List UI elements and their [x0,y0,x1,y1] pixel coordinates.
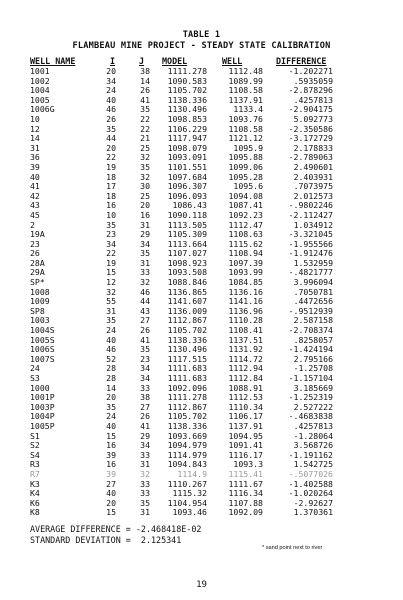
cell-difference: -3.321045 [288,229,333,240]
cell-model: 1114.979 [167,449,207,460]
cell-model: 1098.079 [167,142,207,153]
cell-well-name: 1008 [30,286,50,297]
cell-well-value: 1099.06 [228,161,263,172]
cell-i: 16 [106,200,116,211]
cell-i: 16 [106,459,116,470]
cell-i: 40 [106,488,116,499]
cell-j: 26 [140,325,150,336]
cell-well-name: K3 [30,478,40,489]
cell-j: 22 [140,113,150,124]
cell-difference: -.9512939 [288,305,333,316]
cell-j: 27 [140,401,150,412]
cell-well-name: 43 [30,200,40,211]
cell-well-value: 1115.41 [228,468,263,479]
cell-difference: -.4683838 [288,411,333,422]
cell-model: 1086.43 [172,200,207,211]
cell-well-name: 1005S [30,334,55,345]
cell-model: 1097.684 [167,171,207,182]
cell-difference: 3.568726 [293,440,333,451]
cell-model: 1111.278 [167,392,207,403]
cell-i: 28 [106,363,116,374]
cell-model: 1098.923 [167,257,207,268]
cell-well-value: 1131.92 [228,344,263,355]
cell-model: 1136.865 [167,286,207,297]
cell-model: 1098.853 [167,113,207,124]
cell-difference: -2.92627 [293,497,333,508]
cell-well-name: R3 [30,459,40,470]
cell-j: 26 [140,411,150,422]
cell-difference: .4257813 [293,94,333,105]
cell-model: 1141.607 [167,296,207,307]
cell-well-value: 1093.3 [233,459,263,470]
cell-i: 46 [106,104,116,115]
cell-model: 1112.867 [167,401,207,412]
cell-i: 46 [106,344,116,355]
cell-model: 1090.583 [167,75,207,86]
cell-difference: -2.708374 [288,325,333,336]
cell-model: 1111.683 [167,363,207,374]
cell-well-value: 1087.41 [228,200,263,211]
cell-j: 26 [140,85,150,96]
cell-j: 29 [140,229,150,240]
cell-well-name: 1001P [30,392,55,403]
cell-well-value: 1107.88 [228,497,263,508]
cell-j: 35 [140,104,150,115]
cell-model: 1113.505 [167,219,207,230]
cell-i: 15 [106,507,116,518]
cell-j: 33 [140,488,150,499]
cell-well-value: 1112.84 [228,373,263,383]
cell-model: 1104.954 [167,497,207,508]
cell-i: 14 [106,382,116,393]
cell-j: 34 [140,440,150,451]
cell-model: 1115.32 [172,488,207,499]
cell-well-name: 1003P [30,401,55,412]
cell-i: 20 [106,497,116,508]
cell-j: 25 [140,142,150,153]
cell-j: 31 [140,459,150,470]
cell-well-name: K8 [30,507,40,518]
cell-i: 27 [106,478,116,489]
cell-well-name: 19A [30,229,45,240]
cell-model: 1114.9 [177,468,207,479]
cell-well-value: 1111.67 [228,478,263,489]
cell-j: 41 [140,94,150,105]
cell-difference: 3.185669 [293,382,333,393]
cell-well-value: 1095.9 [233,142,263,153]
cell-well-name: R7 [30,468,40,479]
cell-well-value: 1114.72 [228,353,263,364]
cell-difference: -1.191162 [288,449,333,460]
cell-i: 40 [106,94,116,105]
cell-j: 41 [140,334,150,345]
cell-well-name: 1007S [30,353,55,364]
cell-j: 46 [140,286,150,297]
header-model: MODEL [162,56,188,66]
cell-j: 35 [140,248,150,259]
cell-well-name: S3 [30,373,40,383]
cell-difference: -.5077026 [288,468,333,479]
cell-well-name: SP* [30,277,45,288]
cell-i: 34 [106,75,116,86]
standard-deviation: STANDARD DEVIATION = 2.125341 [30,535,182,545]
cell-well-value: 1112.48 [228,66,263,76]
cell-model: 1105.309 [167,229,207,240]
cell-well-name: S2 [30,440,40,451]
header-well: WELL [222,56,243,66]
cell-difference: -1.157104 [288,373,333,383]
cell-j: 41 [140,420,150,431]
cell-difference: -2.878296 [288,85,333,96]
cell-model: 1136.009 [167,305,207,316]
cell-i: 35 [106,219,116,230]
cell-j: 33 [140,478,150,489]
cell-i: 22 [106,248,116,259]
cell-difference: .7050781 [293,286,333,297]
cell-model: 1105.702 [167,85,207,96]
cell-difference: -1.424194 [288,344,333,355]
cell-difference: 1.532959 [293,257,333,268]
cell-j: 23 [140,353,150,364]
cell-difference: 2.012573 [293,190,333,201]
cell-j: 35 [140,161,150,172]
cell-j: 44 [140,296,150,307]
cell-i: 35 [106,401,116,412]
cell-well-value: 1116.34 [228,488,263,499]
cell-well-name: 1000 [30,382,50,393]
cell-model: 1096.307 [167,181,207,192]
cell-well-value: 1108.94 [228,248,263,259]
cell-i: 23 [106,229,116,240]
cell-i: 24 [106,325,116,336]
cell-well-name: 1001 [30,66,50,76]
cell-well-name: 45 [30,209,40,220]
table-title: TABLE 1 [182,30,221,40]
cell-model: 1138.336 [167,334,207,345]
cell-well-name: 28A [30,257,45,268]
cell-well-value: 1110.34 [228,401,263,412]
cell-model: 1094.843 [167,459,207,470]
cell-well-value: 1095.88 [228,152,263,163]
cell-well-name: 1004S [30,325,55,336]
cell-difference: -2.789063 [288,152,333,163]
cell-difference: -2.904175 [288,104,333,115]
cell-well-value: 1110.28 [228,315,263,326]
cell-j: 29 [140,430,150,441]
cell-j: 35 [140,344,150,355]
cell-i: 40 [106,334,116,345]
cell-difference: 2.490601 [293,161,333,172]
cell-difference: -1.020264 [288,488,333,499]
cell-well-value: 1108.58 [228,85,263,96]
cell-model: 1093.669 [167,430,207,441]
cell-j: 32 [140,277,150,288]
cell-difference: .8258057 [293,334,333,345]
cell-well-value: 1106.17 [228,411,263,422]
cell-difference: -2.350586 [288,123,333,134]
cell-well-name: 1006G [30,104,55,115]
cell-model: 1088.846 [167,277,207,288]
cell-difference: -1.912476 [288,248,333,259]
cell-model: 1110.267 [167,478,207,489]
cell-well-value: 1088.91 [228,382,263,393]
cell-well-name: K4 [30,488,40,499]
cell-well-value: 1108.58 [228,123,263,134]
cell-i: 35 [106,123,116,134]
cell-i: 35 [106,315,116,326]
cell-well-name: 42 [30,190,40,201]
cell-well-name: 39 [30,161,40,172]
cell-i: 10 [106,209,116,220]
cell-well-value: 1136.96 [228,305,263,316]
cell-difference: -1.28064 [293,430,333,441]
cell-difference: -.9802246 [288,200,333,211]
cell-well-value: 1112.94 [228,363,263,374]
cell-difference: -1.252319 [288,392,333,403]
cell-well-name: 1003 [30,315,50,326]
footnote: * sand point next to river [262,545,323,551]
cell-i: 18 [106,171,116,182]
cell-well-value: 1092.23 [228,209,263,220]
cell-j: 30 [140,181,150,192]
cell-well-name: SP8 [30,305,45,316]
cell-difference: 1.542725 [293,459,333,470]
cell-j: 32 [140,152,150,163]
cell-j: 14 [140,75,150,86]
cell-well-value: 1091.41 [228,440,263,451]
cell-i: 52 [106,353,116,364]
cell-i: 39 [106,449,116,460]
cell-well-name: 1004P [30,411,55,422]
cell-i: 20 [106,142,116,153]
cell-j: 22 [140,123,150,134]
cell-well-name: 1002 [30,75,50,86]
header-difference: DIFFERENCE [276,56,327,66]
header-j: J [139,56,145,66]
cell-difference: 2.527222 [293,401,333,412]
cell-j: 34 [140,373,150,383]
cell-i: 24 [106,411,116,422]
cell-difference: 2.403931 [293,171,333,182]
cell-well-value: 1093.76 [228,113,263,124]
cell-i: 17 [106,181,116,192]
cell-model: 1117.515 [167,353,207,364]
cell-i: 34 [106,238,116,249]
page-number: 19 [196,580,207,590]
cell-well-value: 1137.91 [228,420,263,431]
cell-i: 44 [106,133,116,144]
cell-difference: 1.034912 [293,219,333,230]
cell-i: 55 [106,296,116,307]
cell-j: 20 [140,200,150,211]
cell-well-value: 1095.6 [233,181,263,192]
cell-difference: .4472656 [293,296,333,307]
cell-i: 39 [106,468,116,479]
cell-model: 1093.508 [167,267,207,278]
cell-well-value: 1108.63 [228,229,263,240]
cell-j: 43 [140,305,150,316]
cell-well-value: 1141.16 [228,296,263,307]
cell-well-name: 2 [30,219,35,230]
cell-well-value: 1092.09 [228,507,263,518]
cell-difference: 1.370361 [293,507,333,518]
cell-well-value: 1094.95 [228,430,263,441]
cell-j: 31 [140,507,150,518]
average-difference: AVERAGE DIFFERENCE = -2.468418E-02 [30,524,202,534]
cell-model: 1090.118 [167,209,207,220]
cell-well-value: 1112.47 [228,219,263,230]
table-row [0,508,403,518]
cell-j: 33 [140,267,150,278]
cell-i: 16 [106,440,116,451]
cell-difference: .5935059 [293,75,333,86]
cell-i: 28 [106,373,116,383]
cell-well-name: 1005 [30,94,50,105]
cell-model: 1138.336 [167,94,207,105]
cell-difference: 2.587158 [293,315,333,326]
cell-j: 33 [140,449,150,460]
cell-well-value: 1133.4 [233,104,263,115]
cell-j: 34 [140,363,150,374]
cell-model: 1096.093 [167,190,207,201]
cell-i: 12 [106,277,116,288]
cell-model: 1113.664 [167,238,207,249]
cell-i: 15 [106,430,116,441]
cell-difference: .7073975 [293,181,333,192]
cell-well-value: 1084.85 [228,277,263,288]
cell-well-value: 1112.53 [228,392,263,403]
cell-j: 31 [140,257,150,268]
cell-i: 19 [106,257,116,268]
cell-j: 33 [140,382,150,393]
cell-model: 1130.496 [167,344,207,355]
cell-well-name: 1005P [30,420,55,431]
cell-well-name: 1006S [30,344,55,355]
cell-well-name: 12 [30,123,40,134]
cell-j: 21 [140,133,150,144]
cell-well-value: 1095.28 [228,171,263,182]
cell-difference: -3.172729 [288,133,333,144]
cell-j: 35 [140,497,150,508]
cell-i: 22 [106,152,116,163]
calibration-table-body [0,67,403,518]
cell-well-value: 1094.08 [228,190,263,201]
cell-j: 32 [140,171,150,182]
cell-model: 1107.027 [167,248,207,259]
cell-model: 1092.096 [167,382,207,393]
header-well-name: WELL NAME [30,56,76,66]
cell-j: 27 [140,315,150,326]
cell-i: 40 [106,420,116,431]
cell-well-name: 1009 [30,296,50,307]
header-i: I [110,56,116,66]
cell-difference: 3.996094 [293,277,333,288]
cell-well-value: 1116.17 [228,449,263,460]
cell-model: 1111.683 [167,373,207,383]
cell-i: 20 [106,392,116,403]
cell-j: 31 [140,219,150,230]
cell-i: 20 [106,66,116,76]
cell-well-name: 24 [30,363,40,374]
cell-difference: .4257813 [293,420,333,431]
cell-well-name: S1 [30,430,40,441]
cell-model: 1130.496 [167,104,207,115]
cell-well-name: 23 [30,238,40,249]
cell-j: 32 [140,468,150,479]
cell-model: 1105.702 [167,325,207,336]
table-subtitle: FLAMBEAU MINE PROJECT - STEADY STATE CALIBRATION [72,41,331,51]
cell-well-value: 1097.39 [228,257,263,268]
cell-well-name: 14 [30,133,40,144]
cell-well-name: 31 [30,142,40,153]
cell-j: 38 [140,66,150,76]
cell-i: 19 [106,161,116,172]
cell-model: 1112.867 [167,315,207,326]
cell-j: 38 [140,392,150,403]
cell-model: 1101.551 [167,161,207,172]
cell-i: 15 [106,267,116,278]
cell-well-value: 1121.12 [228,133,263,144]
cell-model: 1117.947 [167,133,207,144]
cell-model: 1105.702 [167,411,207,422]
cell-i: 31 [106,305,116,316]
cell-well-name: 29A [30,267,45,278]
cell-well-value: 1089.99 [228,75,263,86]
cell-model: 1106.229 [167,123,207,134]
cell-model: 1138.336 [167,420,207,431]
cell-well-name: 40 [30,171,40,182]
cell-model: 1111.278 [167,66,207,76]
cell-well-value: 1093.99 [228,267,263,278]
cell-i: 26 [106,113,116,124]
cell-well-name: 10 [30,113,40,124]
cell-difference: 2.795166 [293,353,333,364]
cell-well-value: 1136.16 [228,286,263,297]
cell-i: 32 [106,286,116,297]
cell-model: 1093.46 [172,507,207,518]
cell-well-name: 36 [30,152,40,163]
cell-difference: -1.202271 [288,66,333,76]
cell-well-value: 1137.51 [228,334,263,345]
cell-well-name: 1004 [30,85,50,96]
cell-difference: -2.112427 [288,209,333,220]
cell-difference: -1.25708 [293,363,333,374]
cell-model: 1093.091 [167,152,207,163]
cell-difference: 5.092773 [293,113,333,124]
cell-well-value: 1115.62 [228,238,263,249]
cell-well-name: S4 [30,449,40,460]
cell-well-name: 26 [30,248,40,259]
cell-i: 24 [106,85,116,96]
cell-well-name: 41 [30,181,40,192]
cell-difference: -1.402588 [288,478,333,489]
cell-i: 18 [106,190,116,201]
cell-difference: -1.955566 [288,238,333,249]
cell-difference: -.4821777 [288,267,333,278]
cell-j: 16 [140,209,150,220]
cell-j: 34 [140,238,150,249]
cell-model: 1094.979 [167,440,207,451]
cell-difference: 2.178833 [293,142,333,153]
cell-well-value: 1108.41 [228,325,263,336]
cell-well-value: 1137.91 [228,94,263,105]
cell-j: 25 [140,190,150,201]
cell-well-name: K6 [30,497,40,508]
